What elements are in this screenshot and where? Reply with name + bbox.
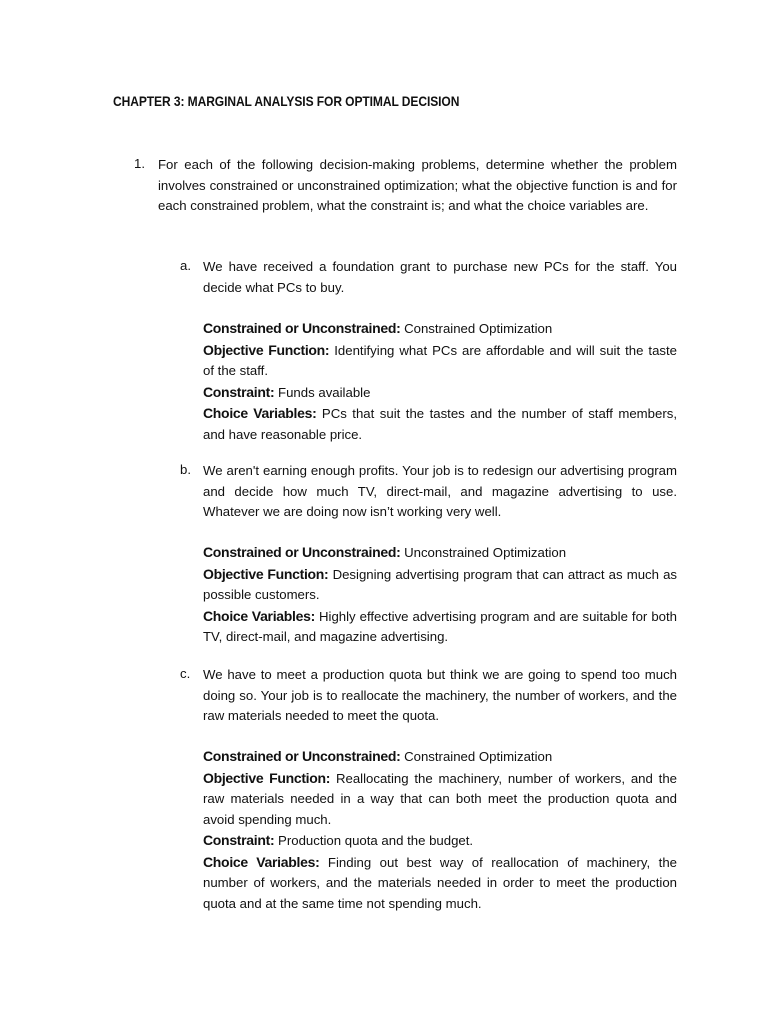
- item-answers: [203, 318, 677, 445]
- item-prompt: We aren't earning enough profits. Your job is to redesign our advertising program and decide how much TV, direct-mail, and magazine advertising to use. Whatever we are doing now isn’t working very well.: [203, 463, 677, 519]
- objective-label: Objective Function:: [203, 769, 331, 786]
- answer-choice: [203, 403, 677, 445]
- answer-choice: [203, 852, 677, 915]
- question-text: For each of the following decision-making problems, determine whether the problem involves constrained or unconstrained optimization; what the objective function is and for each constrained problem, what the constraint is; and what the choice variables are.: [158, 157, 677, 213]
- constrained-value: Constrained Optimization: [404, 749, 553, 764]
- objective-value: Identifying what PCs are affordable and will suit the taste of the staff.: [203, 342, 677, 378]
- objective-value: Designing advertising program that can attract as much as possible customers.: [203, 566, 677, 602]
- constraint-value: Production quota and the budget.: [278, 833, 474, 848]
- choice-label: Choice Variables:: [203, 853, 320, 870]
- constraint-value: Funds available: [278, 384, 371, 400]
- answer-objective: [203, 340, 677, 382]
- choice-label: Choice Variables:: [203, 607, 315, 624]
- answer-constrained: [203, 318, 677, 340]
- constrained-value: Constrained Optimization: [404, 321, 553, 336]
- answer-constrained: [203, 746, 677, 768]
- objective-label: Objective Function:: [203, 565, 329, 582]
- item-letter: c.: [180, 666, 191, 681]
- constrained-value: Unconstrained Optimization: [404, 545, 567, 560]
- objective-label: Objective Function:: [203, 341, 330, 358]
- constrained-label: Constrained or Unconstrained:: [203, 544, 401, 560]
- constrained-label: Constrained or Unconstrained:: [203, 320, 401, 336]
- answer-objective: [203, 564, 677, 606]
- item-answers: [203, 746, 677, 914]
- answer-constraint: [203, 830, 677, 852]
- item-letter: b.: [180, 462, 191, 477]
- choice-value: PCs that suit the tastes and the number of staff members, and have reasonable price.: [203, 406, 677, 442]
- answer-constrained: [203, 542, 677, 564]
- choice-value: Highly effective advertising program and are suitable for both TV, direct-mail, and magazine advertising.: [203, 608, 677, 644]
- item-answers: [203, 542, 677, 648]
- answer-objective: [203, 768, 677, 831]
- choice-label: Choice Variables:: [203, 405, 317, 421]
- objective-value: Reallocating the machinery, number of workers, and the raw materials needed in a way that can both meet the production quota and avoid spending much.: [203, 770, 677, 827]
- constraint-label: Constraint:: [203, 383, 275, 400]
- question-number: 1.: [134, 156, 145, 171]
- answer-constraint: [203, 382, 677, 404]
- constrained-label: Constrained or Unconstrained:: [203, 748, 401, 764]
- answer-choice: [203, 606, 677, 648]
- chapter-title: CHAPTER 3: MARGINAL ANALYSIS FOR OPTIMAL DECISION: [113, 93, 460, 109]
- constraint-label: Constraint:: [203, 832, 275, 848]
- item-prompt: We have received a foundation grant to purchase new PCs for the staff. You decide what PCs to buy.: [203, 259, 677, 295]
- choice-value: Finding out best way of reallocation of machinery, the number of workers, and the materials needed in order to meet the production quota and at the same time not spending much.: [203, 854, 677, 911]
- item-letter: a.: [180, 258, 191, 273]
- item-prompt: We have to meet a production quota but think we are going to spend too much doing so. Your job is to reallocate the machinery, the number of workers, and the raw materials needed to meet the quota.: [203, 667, 677, 723]
